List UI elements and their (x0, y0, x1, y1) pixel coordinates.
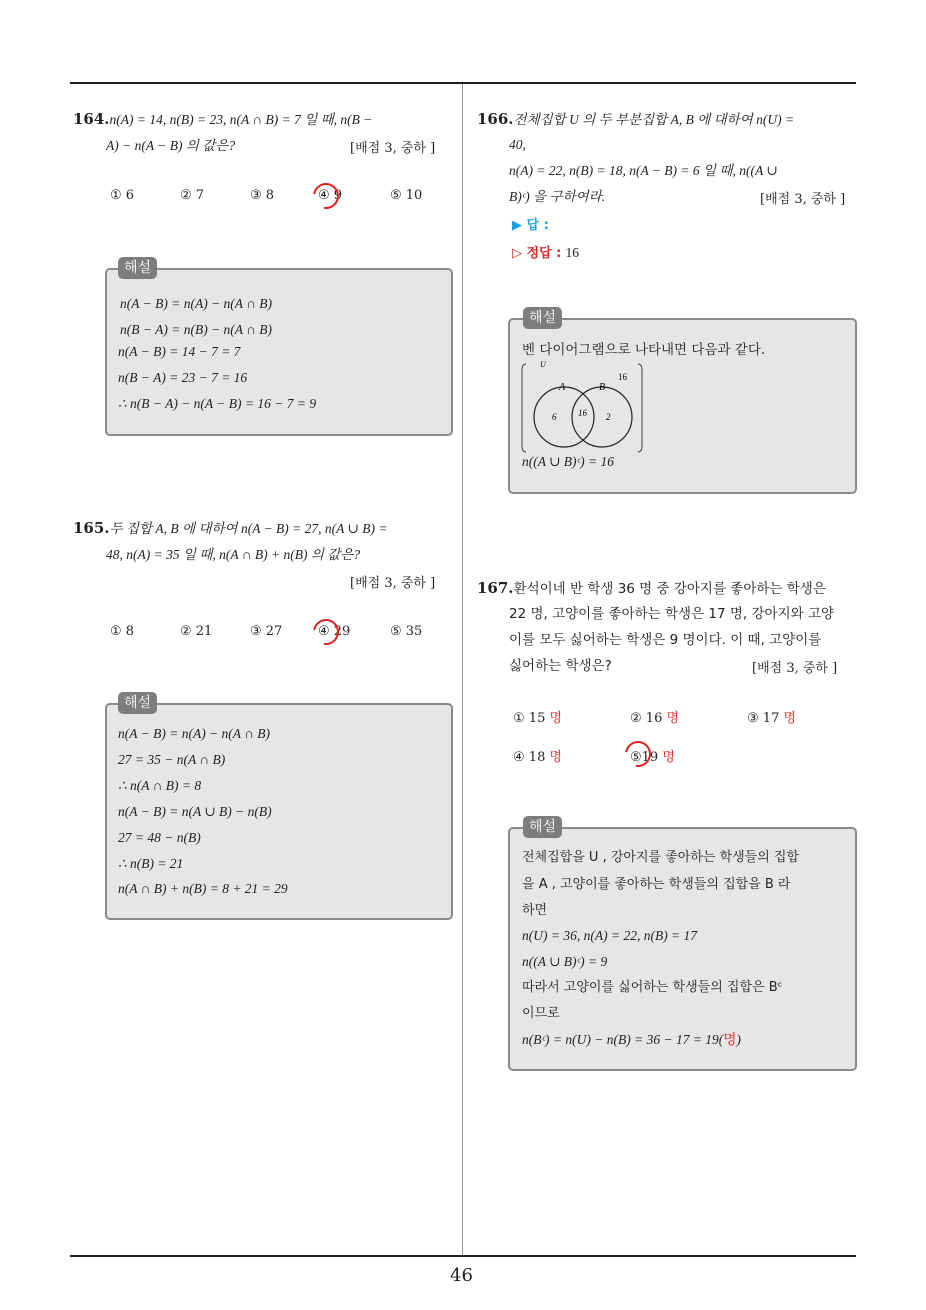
choice-4[interactable]: ④ 29 (318, 624, 351, 639)
solution-tag: 해설 (523, 816, 562, 838)
solution-line: n(A − B) = n(A) − n(A ∩ B) (120, 296, 273, 311)
choice-2[interactable]: ② 16 명 (630, 711, 680, 726)
correct-answer-label: ▷ 정답 : (512, 246, 562, 261)
choice-2[interactable]: ② 21 (180, 624, 213, 639)
score-difficulty: [배점 3, 중하 ] (760, 192, 846, 207)
score-difficulty: [배점 3, 중하 ] (350, 576, 436, 591)
venn-diagram (518, 360, 648, 456)
question-text: 22 명, 고양이를 좋아하는 학생은 17 명, 강아지와 고양 (509, 606, 835, 622)
score-difficulty: [배점 3, 중하 ] (752, 661, 838, 676)
question-text: 환석이네 반 학생 36 명 중 강아지를 좋아하는 학생은 (513, 581, 826, 597)
bottom-rule (70, 1255, 856, 1257)
question-number: 167. (477, 579, 514, 597)
choice-4[interactable]: ④ 9 (318, 188, 343, 203)
score-difficulty: [배점 3, 중하 ] (350, 141, 436, 156)
correct-answer-value: 16 (565, 245, 580, 260)
question-number: 164. (73, 110, 110, 128)
solution-line: n(A − B) = n(A ∪ B) − n(B) (118, 804, 272, 819)
solution-line: 을 A , 고양이를 좋아하는 학생들의 집합을 B 라 (522, 877, 791, 892)
venn-label-b: B (599, 382, 606, 393)
answer-label: ▶ 답 : (512, 218, 549, 233)
solution-line: n(A − B) = n(A) − n(A ∩ B) (118, 726, 271, 741)
solution-intro: 벤 다이어그램으로 나타내면 다음과 같다. (522, 342, 766, 358)
choice-4[interactable]: ④ 18 명 (513, 750, 563, 765)
venn-value-both: 16 (578, 408, 587, 418)
choice-1[interactable]: ① 8 (110, 624, 135, 639)
venn-label-u: U (540, 360, 546, 369)
question-text: 싫어하는 학생은? (509, 658, 612, 674)
venn-value-outside: 16 (618, 372, 627, 382)
question-text: A) − n(A − B) 의 값은? (106, 138, 236, 153)
correct-mark (308, 614, 344, 650)
solution-line: 27 = 35 − n(A ∩ B) (118, 752, 226, 767)
solution-line: n((A ∪ B)ᶜ) = 9 (522, 954, 608, 969)
choice-1[interactable]: ① 6 (110, 188, 135, 203)
solution-tag: 해설 (118, 257, 157, 279)
solution-line: n(Bᶜ) = n(U) − n(B) = 36 − 17 = 19(명) (522, 1032, 741, 1048)
question-text: 두 집합 A, B 에 대하여 n(A − B) = 27, n(A ∪ B) = (109, 521, 388, 536)
solution-line: n(A − B) = 14 − 7 = 7 (118, 344, 241, 359)
correct-mark (620, 736, 656, 772)
question-number: 166. (477, 110, 514, 128)
top-rule (70, 82, 856, 84)
solution-tag: 해설 (118, 692, 157, 714)
correct-answer-row (512, 244, 579, 263)
solution-line: ∴ n(A ∩ B) = 8 (118, 778, 202, 793)
solution-tag: 해설 (523, 307, 562, 329)
solution-line: n(U) = 36, n(A) = 22, n(B) = 17 (522, 928, 698, 943)
correct-mark (308, 178, 344, 214)
solution-result: n((A ∪ B)ᶜ) = 16 (522, 454, 614, 469)
question-text: 전체집합 U 의 두 부분집합 A, B 에 대하여 n(U) = (513, 112, 795, 127)
choice-5[interactable]: ⑤ 10 (390, 188, 423, 203)
question-text: 이를 모두 싫어하는 학생은 9 명이다. 이 때, 고양이를 (509, 632, 822, 648)
answer-row (512, 217, 549, 235)
choice-5[interactable]: ⑤19 명 (630, 750, 675, 765)
choice-3[interactable]: ③ 17 명 (747, 711, 797, 726)
page-number: 46 (450, 1265, 473, 1286)
solution-line: 따라서 고양이를 싫어하는 학생들의 집합은 Bᶜ (522, 980, 783, 995)
venn-label-a: A (559, 382, 566, 393)
choice-2[interactable]: ② 7 (180, 188, 205, 203)
question-text: n(A) = 22, n(B) = 18, n(A − B) = 6 일 때, n((A ∪ (509, 163, 778, 178)
question-number: 165. (73, 519, 110, 537)
choice-3[interactable]: ③ 27 (250, 624, 283, 639)
choice-3[interactable]: ③ 8 (250, 188, 275, 203)
solution-line: n(B − A) = n(B) − n(A ∩ B) (120, 322, 273, 337)
solution-line: 이므로 (522, 1006, 560, 1021)
choice-1[interactable]: ① 15 명 (513, 711, 563, 726)
question-text: 48, n(A) = 35 일 때, n(A ∩ B) + n(B) 의 값은? (106, 547, 361, 562)
solution-line: ∴ n(B − A) − n(A − B) = 16 − 7 = 9 (118, 396, 317, 411)
venn-value-only-a: 6 (552, 412, 557, 422)
universe-bracket-right (638, 364, 642, 452)
venn-value-only-b: 2 (606, 412, 611, 422)
solution-line: 전체집합을 U , 강아지를 좋아하는 학생들의 집합 (522, 850, 800, 865)
solution-line: n(B − A) = 23 − 7 = 16 (118, 370, 248, 385)
question-text: B)ᶜ) 을 구하여라. (509, 189, 606, 204)
solution-line: ∴ n(B) = 21 (118, 856, 184, 871)
universe-bracket-left (522, 364, 526, 452)
solution-line: 27 = 48 − n(B) (118, 830, 201, 845)
solution-line: 하면 (522, 903, 548, 918)
column-divider (462, 84, 463, 1256)
solution-line: n(A ∩ B) + n(B) = 8 + 21 = 29 (118, 881, 288, 896)
question-text: 40, (509, 137, 526, 152)
choice-5[interactable]: ⑤ 35 (390, 624, 423, 639)
question-text: n(A) = 14, n(B) = 23, n(A ∩ B) = 7 일 때, n(B − (109, 112, 373, 127)
